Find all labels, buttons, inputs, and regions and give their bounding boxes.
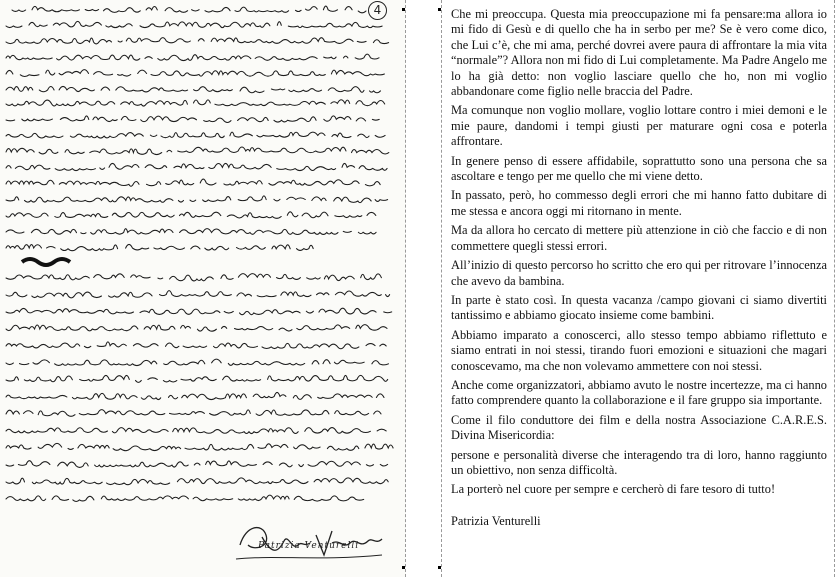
handwriting-line [6,410,385,417]
paragraph: Abbiamo imparato a conoscerci, allo stesso tempo abbiamo riflettuto e siamo entrati in noi stessi, tirando fuori emozioni e situazioni che magari conoscevamo, ma che non volevamo ammettere con noi stessi. [451,327,827,373]
handwriting-line [6,359,396,365]
crop-mark [438,8,441,11]
crossed-out-word [22,259,70,265]
transcript-page [441,0,835,577]
crop-mark [438,566,441,569]
paragraph: persone e personalità diverse che interagendo tra di loro, hanno raggiunto un obiettivo, non senza difficoltà. [451,447,827,477]
handwriting-line [6,478,388,485]
handwriting-line [6,274,381,281]
paragraph: Ma comunque non voglio mollare, voglio lottare contro i miei demoni e le mie paure, dandomi i tempi giusti per maturare ogni cosa e poterla affrontare. [451,103,827,149]
paragraph: All’inizio di questo percorso ho scritto che ero qui per ritrovare l’innocenza che avevo da bambina. [451,258,827,288]
handwriting-line [6,443,393,450]
handwriting-line [6,495,364,501]
handwriting-line [6,86,381,92]
paragraph: Come il filo conduttore dei film e della nostra Associazione C.A.R.E.S. Divina Misericordia: [451,412,827,443]
paragraph: In parte è stato così. In questa vacanza /campo giovani ci siamo divertiti tantissimo e abbiamo giocato insieme come bambini. [451,292,827,323]
handwriting-line [6,461,395,468]
handwriting-line [6,132,385,138]
signature-line: Patrizia Venturelli [451,513,541,528]
handwriting-line [6,308,396,315]
handwriting-line [6,70,384,77]
handwriting-line [6,229,384,235]
handwriting-line [6,342,392,349]
handwriting-line [6,212,381,219]
handwriting-line [6,196,388,203]
crop-mark [402,566,405,569]
transcript-body [451,7,827,533]
handwriting-line [6,54,379,60]
handwriting-line [6,325,387,332]
handwriting-line [6,291,390,298]
paragraph: Anche come organizzatori, abbiamo avuto le nostre incertezze, ma ci hanno fatto comprendere quanto la collaborazione e il fare gruppo sia importante. [451,377,827,408]
paragraph: La porterò nel cuore per sempre e cercherò di fare tesoro di tutto! [451,482,776,497]
handwriting-line [6,116,383,123]
handwritten-signature: Patrizia Venturelli [258,541,360,551]
handwriting-line [6,392,384,399]
handwriting-line [6,179,386,186]
paragraph: In genere penso di essere affidabile, soprattutto sono una persona che sa ascoltare e tengo per me quello che mi viene detto. [451,153,827,184]
handwriting-line [6,100,385,106]
handwriting-line [6,428,386,434]
paragraph: In passato, però, ho commesso degli errori che mi hanno fatto dubitare di me stessa e ancora oggi mi ritornano in mente. [451,188,827,218]
handwriting-line [6,375,395,382]
paragraph: Che mi preoccupa. Questa mia preoccupazione mi fa pensare:ma allora io mi fido di Gesù e di quello che ha in serbo per me? Se è vero come dico, che Lui c’è, che mi ama, perché dovrei avere paura di affrontare la mia vita “normale”? Allora non mi fido di Lui completamente. Ma Padre Angelo me lo ha già detto: non voglio lasciare quello che ho, non mi voglio abbandonare come figlio nelle braccia del Padre. [451,7,827,99]
handwriting-line [6,163,387,170]
paragraph: Ma da allora ho cercato di mettere più attenzione in ciò che faccio e di non commettere quegli stessi errori. [451,223,827,253]
handwriting-line [6,147,389,155]
handwritten-page [0,0,406,577]
handwriting-line [6,38,389,44]
handwriting-scribbles [0,0,405,577]
crop-mark [402,8,405,11]
handwriting-line [6,21,382,27]
page-number-badge: 4 [368,1,387,20]
handwriting-line [6,244,313,250]
handwriting-line [12,6,366,13]
